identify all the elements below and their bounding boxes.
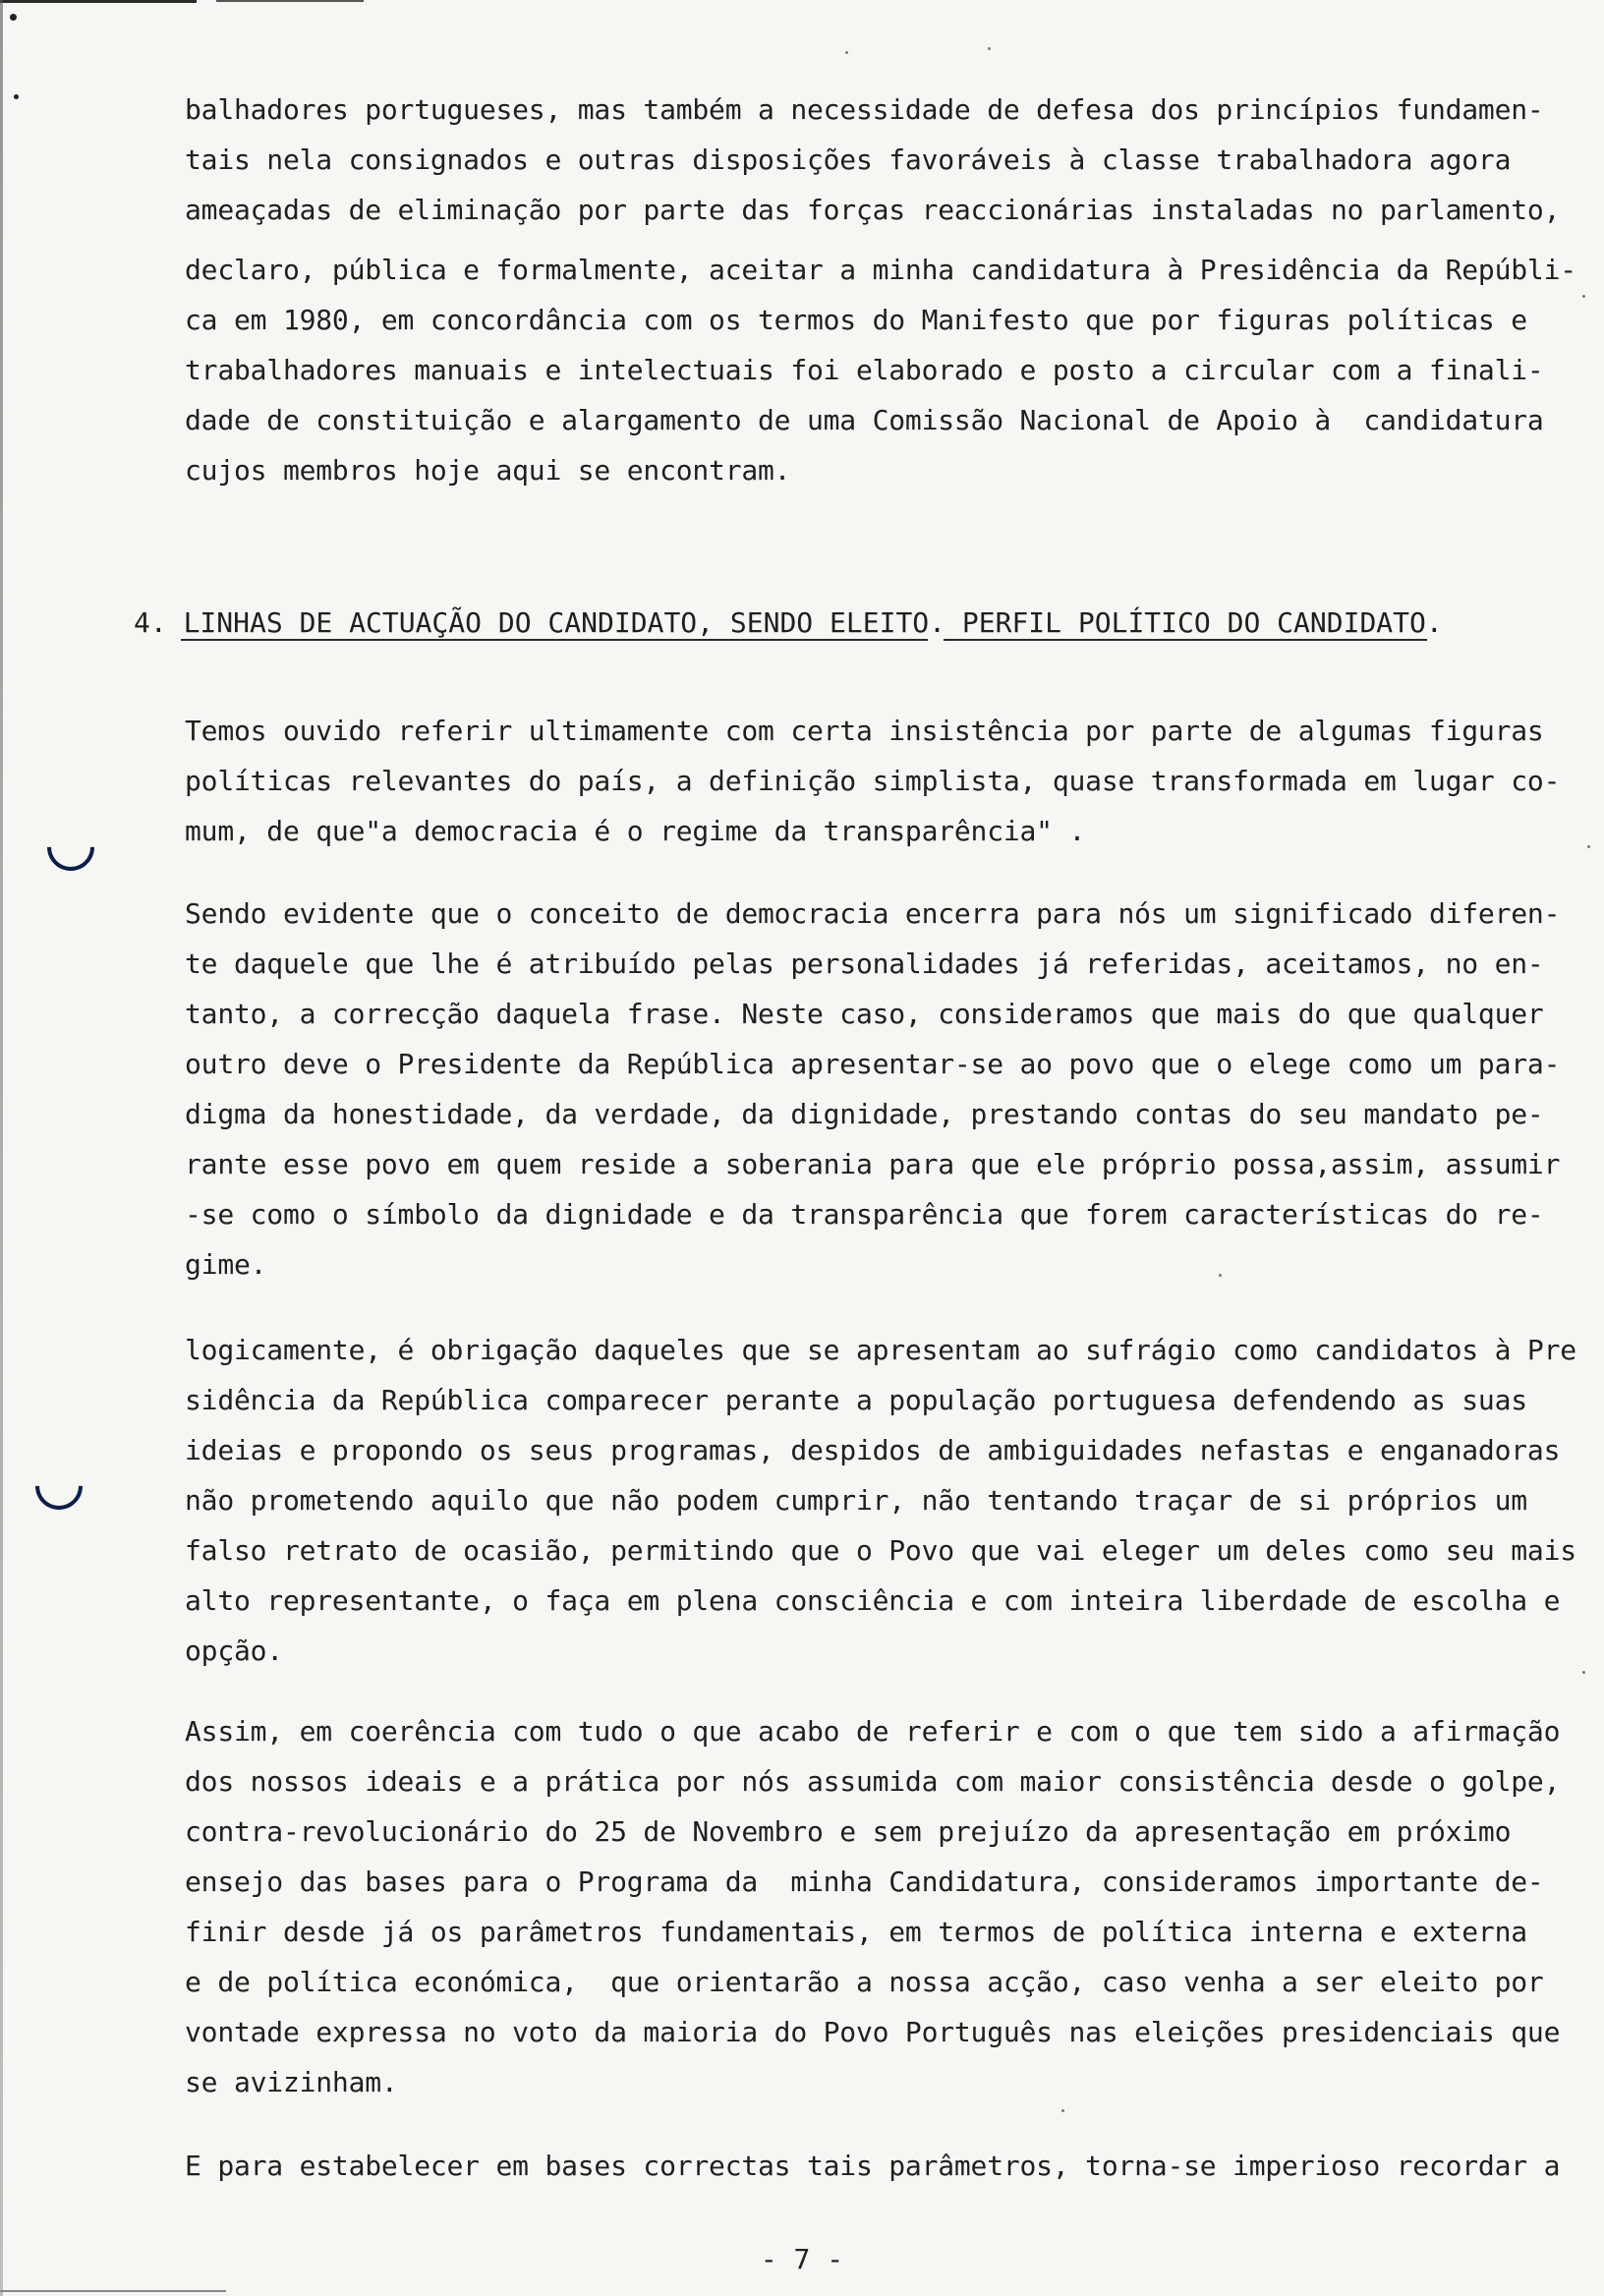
text-line: tais nela consignados e outras disposições favoráveis à classe trabalhadora agora (185, 144, 1512, 176)
punch-hole-mark (26, 1453, 92, 1520)
scan-speck (1582, 295, 1585, 298)
corner-dot (10, 14, 17, 21)
scan-speck (1587, 845, 1590, 848)
text-line: te daquele que lhe é atribuído pelas personalidades já referidas, aceitamos, no en- (185, 947, 1544, 980)
text-line: dos nossos ideais e a prática por nós assumida com maior consistência desde o golpe, (185, 1765, 1561, 1798)
text-line: declaro, pública e formalmente, aceitar a minha candidatura à Presidência da Repúbli- (185, 254, 1576, 286)
text-line: logicamente, é obrigação daqueles que se apresentam ao sufrágio como candidatos à Pre (185, 1334, 1576, 1366)
page-number: - 7 - (760, 2243, 844, 2275)
top-scan-rule-secondary (216, 0, 364, 2)
punch-hole-mark (37, 814, 104, 881)
paragraph-candidates-obligation (185, 1325, 1580, 1676)
text-line: mum, de que"a democracia é o regime da transparência" . (185, 815, 1086, 847)
text-line: políticas relevantes do país, a definição simplista, quase transformada em lugar co- (185, 765, 1561, 797)
scan-speck (1061, 2109, 1064, 2112)
text-line: e de política económica, que orientarão a nossa acção, caso venha a ser eleito por (185, 1966, 1544, 1998)
text-line: sidência da República comparecer perante a população portuguesa defendendo as suas (185, 1384, 1527, 1416)
left-scan-edge (0, 0, 3, 2296)
text-line: dade de constituição e alargamento de uma Comissão Nacional de Apoio à candidatura (185, 404, 1544, 436)
scan-speck (845, 51, 848, 54)
text-line: trabalhadores manuais e intelectuais foi elaborado e posto a circular com a finali- (185, 354, 1544, 386)
paragraph-fundamental-parameters (185, 1706, 1580, 2107)
paragraph-transparency (185, 706, 1580, 856)
text-line: alto representante, o faça em plena consciência e com inteira liberdade de escolha e (185, 1584, 1561, 1617)
text-line: tanto, a correcção daquela frase. Neste caso, consideramos que mais do que qualquer (185, 998, 1544, 1030)
text-line: cujos membros hoje aqui se encontram. (185, 454, 791, 487)
text-line: ideias e propondo os seus programas, despidos de ambiguidades nefastas e enganadoras (185, 1434, 1561, 1466)
text-line: ensejo das bases para o Programa da minha Candidatura, consideramos importante de- (185, 1866, 1544, 1898)
paragraph-democracy-concept (185, 889, 1580, 1290)
text-line: finir desde já os parâmetros fundamentais, em termos de política interna e externa (185, 1916, 1527, 1948)
scan-mark (14, 94, 19, 99)
intro-paragraph (185, 85, 1580, 495)
text-line: balhadores portugueses, mas também a necessidade de defesa dos princípios fundamen- (185, 93, 1544, 126)
heading-underline (181, 639, 928, 641)
section-heading: 4. LINHAS DE ACTUAÇÃO DO CANDIDATO, SENDO ELEITO. PERFIL POLÍTICO DO CANDIDATO. (134, 606, 1443, 639)
text-line: E para estabelecer em bases correctas tais parâmetros, torna-se imperioso recordar a (185, 2150, 1561, 2182)
heading-underline (944, 639, 1427, 641)
text-line: Sendo evidente que o conceito de democracia encerra para nós um significado diferen- (185, 897, 1561, 930)
text-line: ameaçadas de eliminação por parte das forças reaccionárias instaladas no parlamento, (185, 194, 1561, 226)
text-line: se avizinham. (185, 2066, 398, 2098)
scan-speck (988, 47, 991, 50)
paragraph-closing (185, 2141, 1580, 2191)
text-line: vontade expressa no voto da maioria do Povo Português nas eleições presidenciais que (185, 2016, 1561, 2048)
text-line: Assim, em coerência com tudo o que acabo de referir e com o que tem sido a afirmação (185, 1715, 1561, 1748)
top-scan-rule (0, 0, 197, 3)
text-line: contra-revolucionário do 25 de Novembro e sem prejuízo da apresentação em próximo (185, 1815, 1512, 1848)
text-line: rante esse povo em quem reside a soberania para que ele próprio possa,assim, assumir (185, 1148, 1561, 1180)
text-line: Temos ouvido referir ultimamente com certa insistência por parte de algumas figuras (185, 715, 1544, 747)
text-line: opção. (185, 1635, 283, 1667)
text-line: não prometendo aquilo que não podem cumprir, não tentando traçar de si próprios um (185, 1484, 1527, 1517)
text-line: falso retrato de ocasião, permitindo que o Povo que vai eleger um deles como seu mais (185, 1534, 1576, 1567)
bottom-scan-rule (0, 2290, 226, 2292)
text-line: ca em 1980, em concordância com os termos do Manifesto que por figuras políticas e (185, 304, 1527, 336)
text-line: gime. (185, 1248, 267, 1281)
scan-speck (1582, 1671, 1585, 1674)
text-line: outro deve o Presidente da República apresentar-se ao povo que o elege como um para- (185, 1048, 1561, 1080)
text-line: digma da honestidade, da verdade, da dignidade, prestando contas do seu mandato pe- (185, 1098, 1544, 1130)
text-line: -se como o símbolo da dignidade e da transparência que forem características do re- (185, 1198, 1544, 1231)
